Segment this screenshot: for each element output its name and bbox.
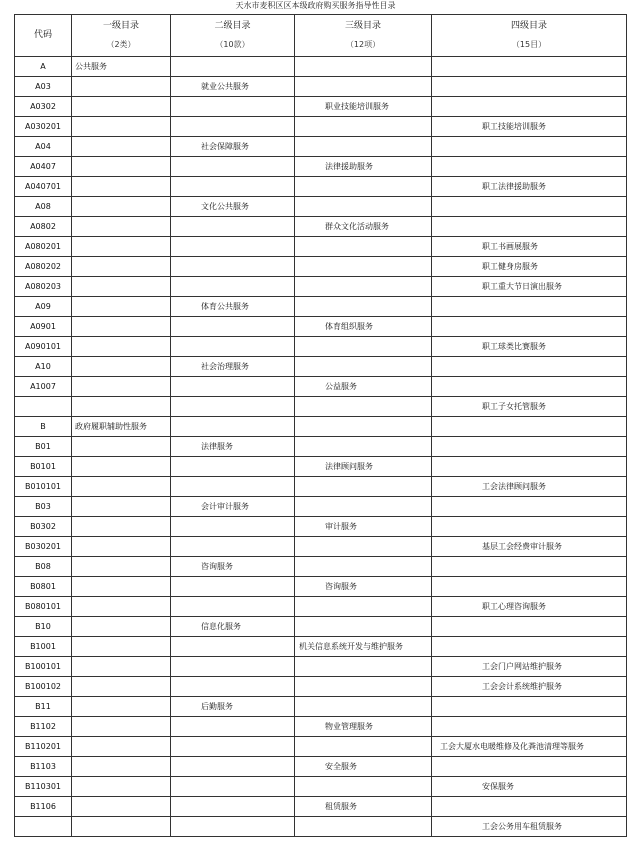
cell-level4	[432, 457, 627, 477]
cell-level1	[72, 137, 171, 157]
cell-level1	[72, 77, 171, 97]
table-row	[15, 777, 627, 797]
cell-level1	[72, 337, 171, 357]
cell-level1	[72, 557, 171, 577]
cell-code: B110201	[15, 737, 72, 757]
cell-level4	[432, 617, 627, 637]
header-row	[15, 15, 627, 57]
cell-level3	[295, 477, 432, 497]
cell-level3	[295, 437, 432, 457]
table-row	[15, 77, 627, 97]
cell-level3	[295, 417, 432, 437]
cell-level3	[295, 77, 432, 97]
cell-level3	[295, 777, 432, 797]
cell-code: A0302	[15, 97, 72, 117]
cell-level3	[295, 657, 432, 677]
catalog-table	[14, 14, 627, 837]
header-level1	[72, 15, 171, 57]
table-row	[15, 757, 627, 777]
cell-code: A080201	[15, 237, 72, 257]
table-row	[15, 97, 627, 117]
cell-level3	[295, 617, 432, 637]
cell-code: A040701	[15, 177, 72, 197]
table-row	[15, 217, 627, 237]
cell-level2	[171, 597, 295, 617]
cell-level3	[295, 57, 432, 77]
cell-level2: 文化公共服务	[171, 197, 295, 217]
cell-level3: 法律顾问服务	[295, 457, 432, 477]
cell-level3: 公益服务	[295, 377, 432, 397]
cell-level3	[295, 677, 432, 697]
table-row	[15, 497, 627, 517]
table-row	[15, 277, 627, 297]
cell-level4	[432, 157, 627, 177]
cell-level4	[432, 217, 627, 237]
cell-code: A0407	[15, 157, 72, 177]
cell-level4	[432, 437, 627, 457]
cell-level1	[72, 757, 171, 777]
table-row	[15, 577, 627, 597]
cell-level4	[432, 637, 627, 657]
cell-level4	[432, 797, 627, 817]
cell-level4: 工会大厦水电暖维修及化粪池清理等服务	[432, 737, 627, 757]
cell-level3: 租赁服务	[295, 797, 432, 817]
cell-level2	[171, 157, 295, 177]
cell-level1	[72, 177, 171, 197]
cell-level4: 工会法律顾问服务	[432, 477, 627, 497]
cell-level4: 职工球类比赛服务	[432, 337, 627, 357]
header-code	[15, 15, 72, 57]
cell-level3	[295, 817, 432, 837]
cell-level4: 职工技能培训服务	[432, 117, 627, 137]
cell-code: A0802	[15, 217, 72, 237]
header-level4	[432, 15, 627, 57]
table-row	[15, 117, 627, 137]
cell-level2	[171, 537, 295, 557]
cell-level3	[295, 277, 432, 297]
cell-level4: 安保服务	[432, 777, 627, 797]
header-level1-count: （2类）	[106, 40, 136, 49]
table-row	[15, 717, 627, 737]
cell-level4	[432, 417, 627, 437]
cell-code	[15, 397, 72, 417]
table-row	[15, 797, 627, 817]
cell-level2	[171, 477, 295, 497]
cell-code: B10	[15, 617, 72, 637]
cell-level4: 职工法律援助服务	[432, 177, 627, 197]
header-level3-count: （12项）	[345, 40, 381, 49]
cell-level3	[295, 497, 432, 517]
cell-level4	[432, 317, 627, 337]
cell-code: B030201	[15, 537, 72, 557]
cell-level2: 社会保障服务	[171, 137, 295, 157]
cell-level1	[72, 317, 171, 337]
cell-level3	[295, 557, 432, 577]
cell-code: A1007	[15, 377, 72, 397]
cell-level2	[171, 217, 295, 237]
cell-level1: 公共服务	[72, 57, 171, 77]
cell-level1	[72, 397, 171, 417]
cell-level3: 审计服务	[295, 517, 432, 537]
table-row	[15, 617, 627, 637]
cell-level1	[72, 217, 171, 237]
cell-level4	[432, 377, 627, 397]
cell-level2	[171, 397, 295, 417]
cell-level4	[432, 517, 627, 537]
header-level4-label: 四级目录	[510, 21, 547, 31]
cell-code: A08	[15, 197, 72, 217]
cell-level4: 职工子女托管服务	[432, 397, 627, 417]
cell-level1	[72, 297, 171, 317]
cell-level3	[295, 537, 432, 557]
table-row	[15, 657, 627, 677]
cell-level4: 职工心理咨询服务	[432, 597, 627, 617]
cell-level1	[72, 497, 171, 517]
cell-level1	[72, 777, 171, 797]
cell-level4	[432, 577, 627, 597]
catalog-body	[15, 57, 627, 837]
table-row	[15, 237, 627, 257]
header-code-label: 代码	[33, 30, 52, 40]
cell-level2	[171, 317, 295, 337]
table-row	[15, 177, 627, 197]
table-row	[15, 477, 627, 497]
cell-level2	[171, 457, 295, 477]
cell-level2	[171, 577, 295, 597]
cell-level4: 职工书画展服务	[432, 237, 627, 257]
cell-level1	[72, 677, 171, 697]
cell-level1	[72, 517, 171, 537]
header-level3	[295, 15, 432, 57]
header-level2-count: （10款）	[215, 40, 250, 49]
cell-level2: 后勤服务	[171, 697, 295, 717]
table-row	[15, 537, 627, 557]
cell-code: A	[15, 57, 72, 77]
cell-level3	[295, 597, 432, 617]
table-row	[15, 697, 627, 717]
cell-code: A03	[15, 77, 72, 97]
header-level3-label: 三级目录	[344, 21, 381, 31]
cell-level1	[72, 97, 171, 117]
cell-code: B1103	[15, 757, 72, 777]
table-row	[15, 817, 627, 837]
cell-level1	[72, 617, 171, 637]
cell-code: B0801	[15, 577, 72, 597]
header-level2-label: 二级目录	[214, 21, 251, 31]
cell-level2: 咨询服务	[171, 557, 295, 577]
table-row	[15, 397, 627, 417]
cell-level3	[295, 137, 432, 157]
cell-level3	[295, 697, 432, 717]
cell-code: A080203	[15, 277, 72, 297]
cell-level4	[432, 357, 627, 377]
cell-code	[15, 817, 72, 837]
table-row	[15, 597, 627, 617]
cell-level4	[432, 697, 627, 717]
cell-level4	[432, 137, 627, 157]
header-level2	[171, 15, 295, 57]
document-title: 天水市麦积区区本级政府购买服务指导性目录	[235, 1, 396, 10]
cell-level4: 职工健身房服务	[432, 257, 627, 277]
cell-level2	[171, 257, 295, 277]
cell-level1	[72, 737, 171, 757]
table-row	[15, 437, 627, 457]
cell-level2	[171, 717, 295, 737]
cell-level3	[295, 177, 432, 197]
table-row	[15, 377, 627, 397]
cell-code: A090101	[15, 337, 72, 357]
cell-code: B010101	[15, 477, 72, 497]
cell-level4	[432, 557, 627, 577]
cell-level3	[295, 737, 432, 757]
cell-level1	[72, 577, 171, 597]
cell-level2	[171, 817, 295, 837]
table-row	[15, 457, 627, 477]
cell-level3: 职业技能培训服务	[295, 97, 432, 117]
cell-code: B080101	[15, 597, 72, 617]
cell-level2: 法律服务	[171, 437, 295, 457]
cell-code: B1001	[15, 637, 72, 657]
cell-level2: 体育公共服务	[171, 297, 295, 317]
cell-level4	[432, 297, 627, 317]
cell-level3: 法律援助服务	[295, 157, 432, 177]
cell-level2	[171, 377, 295, 397]
cell-code: A04	[15, 137, 72, 157]
header-level1-label: 一级目录	[102, 21, 139, 31]
cell-code: B0302	[15, 517, 72, 537]
cell-level2	[171, 737, 295, 757]
header-level4-count: （15目）	[511, 40, 547, 49]
cell-code: B	[15, 417, 72, 437]
cell-level2: 信息化服务	[171, 617, 295, 637]
cell-level1	[72, 237, 171, 257]
cell-level2	[171, 97, 295, 117]
cell-code: B100102	[15, 677, 72, 697]
cell-level3	[295, 197, 432, 217]
table-row	[15, 557, 627, 577]
cell-code: B01	[15, 437, 72, 457]
cell-level3: 咨询服务	[295, 577, 432, 597]
cell-level4	[432, 497, 627, 517]
cell-level1	[72, 637, 171, 657]
cell-level1	[72, 537, 171, 557]
cell-level1	[72, 657, 171, 677]
cell-level3	[295, 297, 432, 317]
cell-level1	[72, 697, 171, 717]
cell-level2: 社会治理服务	[171, 357, 295, 377]
cell-level3	[295, 397, 432, 417]
cell-level2	[171, 657, 295, 677]
table-row	[15, 677, 627, 697]
cell-level2	[171, 517, 295, 537]
cell-code: B1106	[15, 797, 72, 817]
cell-level2	[171, 237, 295, 257]
cell-level1	[72, 277, 171, 297]
cell-level2	[171, 797, 295, 817]
cell-level1	[72, 817, 171, 837]
table-row	[15, 417, 627, 437]
table-row	[15, 137, 627, 157]
cell-level1	[72, 257, 171, 277]
cell-code: A0901	[15, 317, 72, 337]
cell-level1	[72, 477, 171, 497]
table-row	[15, 157, 627, 177]
cell-level2: 就业公共服务	[171, 77, 295, 97]
cell-code: B08	[15, 557, 72, 577]
cell-level4	[432, 97, 627, 117]
cell-level4	[432, 757, 627, 777]
cell-code: A030201	[15, 117, 72, 137]
cell-level3	[295, 117, 432, 137]
cell-level1	[72, 197, 171, 217]
cell-level4: 基层工会经费审计服务	[432, 537, 627, 557]
cell-code: B1102	[15, 717, 72, 737]
cell-code: B0101	[15, 457, 72, 477]
cell-level2	[171, 637, 295, 657]
cell-level1	[72, 597, 171, 617]
cell-level2	[171, 277, 295, 297]
cell-level2	[171, 57, 295, 77]
cell-level3	[295, 337, 432, 357]
cell-level3: 机关信息系统开发与维护服务	[295, 637, 432, 657]
cell-level3	[295, 357, 432, 377]
cell-level2	[171, 677, 295, 697]
cell-level1	[72, 377, 171, 397]
cell-level4	[432, 77, 627, 97]
cell-level3: 物业管理服务	[295, 717, 432, 737]
cell-level2	[171, 777, 295, 797]
cell-level2	[171, 757, 295, 777]
table-row	[15, 737, 627, 757]
cell-level2	[171, 117, 295, 137]
cell-level1	[72, 457, 171, 477]
cell-level2	[171, 417, 295, 437]
cell-level4	[432, 57, 627, 77]
table-row	[15, 317, 627, 337]
table-row	[15, 197, 627, 217]
cell-level1	[72, 797, 171, 817]
table-row	[15, 337, 627, 357]
cell-level2	[171, 177, 295, 197]
cell-code: B110301	[15, 777, 72, 797]
cell-code: A080202	[15, 257, 72, 277]
cell-level4: 职工重大节日演出服务	[432, 277, 627, 297]
cell-code: B100101	[15, 657, 72, 677]
cell-level1	[72, 357, 171, 377]
cell-level2	[171, 337, 295, 357]
cell-code: B03	[15, 497, 72, 517]
cell-level4	[432, 717, 627, 737]
table-row	[15, 257, 627, 277]
cell-level4: 工会会计系统维护服务	[432, 677, 627, 697]
table-row	[15, 517, 627, 537]
cell-level4	[432, 197, 627, 217]
table-row	[15, 57, 627, 77]
cell-level1	[72, 437, 171, 457]
cell-code: A10	[15, 357, 72, 377]
cell-level3: 群众文化活动服务	[295, 217, 432, 237]
cell-level1	[72, 117, 171, 137]
cell-level1: 政府履职辅助性服务	[72, 417, 171, 437]
cell-level3	[295, 257, 432, 277]
cell-level4: 工会公务用车租赁服务	[432, 817, 627, 837]
cell-level4: 工会门户网站维护服务	[432, 657, 627, 677]
cell-level3: 安全服务	[295, 757, 432, 777]
cell-level3: 体育组织服务	[295, 317, 432, 337]
cell-level3	[295, 237, 432, 257]
cell-level2: 会计审计服务	[171, 497, 295, 517]
cell-level1	[72, 157, 171, 177]
table-row	[15, 637, 627, 657]
cell-code: A09	[15, 297, 72, 317]
cell-level1	[72, 717, 171, 737]
table-row	[15, 297, 627, 317]
cell-code: B11	[15, 697, 72, 717]
table-row	[15, 357, 627, 377]
